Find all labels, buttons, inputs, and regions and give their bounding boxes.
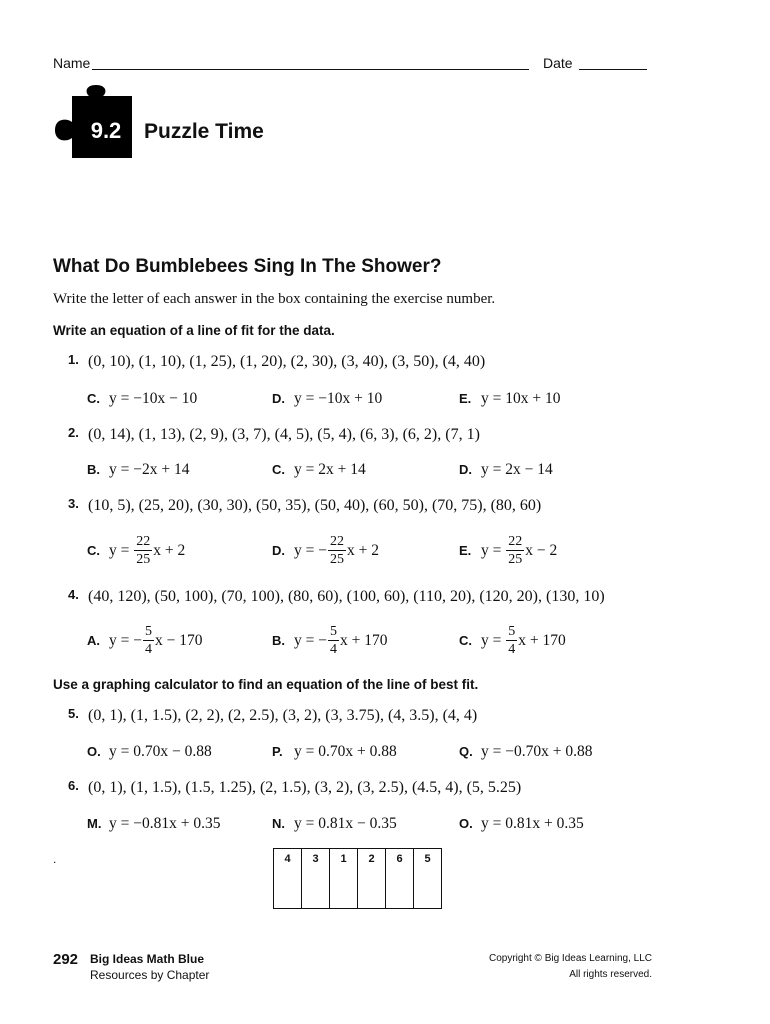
date-blank-line[interactable] [579,55,647,70]
exercise-1 [68,352,485,371]
choice-4-c [459,625,566,657]
choice-letter: C. [272,462,285,477]
choice-1-e [459,390,560,408]
choice-4-b [272,625,387,657]
choice-1-c [87,390,197,408]
choice-equation: y = −10x + 10 [294,390,383,407]
equation-suffix: x − 2 [525,541,558,559]
book-title: Big Ideas Math Blue [90,952,205,966]
exercise-6 [68,778,521,797]
exercise-data-points: (0, 1), (1, 1.5), (2, 2), (2, 2.5), (3, 2), (3, 3.75), (4, 3.5), (4, 4) [88,707,478,724]
choice-equation: y = 0.70x + 0.88 [294,743,397,760]
rights-notice: All rights reserved. [569,969,652,980]
fraction [506,535,524,567]
fraction-denominator: 4 [508,642,516,657]
fraction-numerator: 5 [144,624,152,639]
exercise-data-points: (0, 14), (1, 13), (2, 9), (3, 7), (4, 5), (5, 4), (6, 3), (6, 2), (7, 1) [88,426,480,443]
answer-cell-4[interactable]: 4 [274,849,302,909]
stray-mark: . [53,852,57,866]
exercise-data-points: (40, 120), (50, 100), (70, 100), (80, 60), (100, 60), (110, 20), (120, 20), (130, 10) [88,588,605,605]
answer-cell-1[interactable]: 1 [330,849,358,909]
choice-letter: N. [272,816,285,831]
choice-2-d [459,461,553,479]
exercise-4 [68,587,605,606]
choice-6-n [272,815,397,833]
choice-3-d [272,535,379,567]
equation-suffix: x + 2 [153,541,186,559]
choice-letter: B. [87,462,100,477]
section-heading-line-of-fit: Write an equation of a line of fit for the data. [53,323,335,338]
name-blank-line[interactable] [92,55,529,70]
choice-equation: y = 0.81x − 0.35 [294,815,397,832]
equation-suffix: x + 2 [346,541,379,559]
section-heading-best-fit: Use a graphing calculator to find an equation of the line of best fit. [53,677,479,692]
choice-letter: A. [87,632,100,648]
answer-cell-5[interactable]: 5 [414,849,442,909]
exercise-number: 2. [68,425,79,440]
exercise-3 [68,496,541,515]
choice-letter: P. [272,744,283,759]
date-label: Date [543,55,573,71]
choice-equation [294,624,388,657]
fraction-denominator: 4 [329,642,337,657]
exercise-5 [68,706,477,725]
choice-letter: B. [272,632,285,648]
choice-letter: D. [459,462,472,477]
choice-2-b [87,461,189,479]
choice-5-o [87,743,212,761]
name-label: Name [53,55,91,71]
choice-letter: O. [87,744,101,759]
exercise-number: 1. [68,352,79,367]
exercise-2 [68,425,480,444]
choice-3-e [459,535,557,567]
exercise-data-points: (0, 1), (1, 1.5), (1.5, 1.25), (2, 1.5), (3, 2), (3, 2.5), (4.5, 4), (5, 5.25) [88,779,522,796]
exercise-number: 3. [68,496,79,511]
equation-prefix: y = − [294,541,327,559]
choice-2-c [272,461,366,479]
choice-6-o [459,815,584,833]
page-title: Puzzle Time [144,120,264,143]
answer-box [273,848,442,909]
choice-5-q [459,743,592,761]
choice-equation: y = 2x − 14 [481,461,553,478]
choice-equation: y = 10x + 10 [481,390,561,407]
equation-prefix: y = [481,541,506,559]
equation-prefix: y = [109,541,134,559]
fraction-numerator: 22 [329,534,344,549]
fraction-denominator: 4 [144,642,152,657]
exercise-data-points: (0, 10), (1, 10), (1, 25), (1, 20), (2, 30), (3, 40), (3, 50), (4, 40) [88,353,486,370]
fraction [506,625,517,657]
date-field[interactable] [543,55,647,71]
equation-prefix: y = [481,631,506,649]
fraction-numerator: 22 [136,534,151,549]
choice-letter: D. [272,391,285,406]
equation-prefix: y = − [109,631,142,649]
fraction [328,535,346,567]
name-field[interactable] [53,55,533,71]
choice-1-d [272,390,382,408]
exercise-number: 6. [68,778,79,793]
choice-equation [481,624,566,657]
choice-4-a [87,625,202,657]
page-number: 292 [53,951,79,968]
answer-cell-6[interactable]: 6 [386,849,414,909]
choice-letter: C. [87,542,100,558]
choice-letter: C. [87,391,100,406]
choice-letter: C. [459,632,472,648]
choice-letter: E. [459,391,472,406]
choice-equation: y = 0.81x + 0.35 [481,815,584,832]
fraction [143,625,154,657]
copyright: Copyright © Big Ideas Learning, LLC [488,953,652,964]
fraction-denominator: 25 [508,552,523,567]
choice-equation: y = 0.70x − 0.88 [109,743,212,760]
choice-letter: D. [272,542,285,558]
fraction-numerator: 5 [329,624,337,639]
choice-equation [294,534,379,567]
book-subtitle: Resources by Chapter [90,968,210,982]
equation-prefix: y = − [294,631,327,649]
choice-letter: E. [459,542,472,558]
choice-equation: y = −0.70x + 0.88 [481,743,593,760]
fraction-numerator: 5 [508,624,516,639]
equation-suffix: x + 170 [339,631,388,649]
choice-letter: Q. [459,744,473,759]
choice-3-c [87,535,185,567]
fraction-denominator: 25 [329,552,344,567]
fraction-denominator: 25 [136,552,151,567]
choice-letter: M. [87,816,102,831]
instructions: Write the letter of each answer in the box containing the exercise number. [53,291,496,307]
exercise-number: 4. [68,587,79,602]
choice-equation: y = −2x + 14 [109,461,190,478]
fraction [134,535,152,567]
equation-suffix: x + 170 [518,631,566,649]
equation-suffix: x − 170 [154,631,203,649]
choice-equation [109,534,186,567]
choice-6-m [87,815,220,833]
puzzle-question: What Do Bumblebees Sing In The Shower? [53,256,442,277]
fraction-numerator: 22 [508,534,523,549]
choice-equation: y = −10x − 10 [109,390,198,407]
fraction [328,625,339,657]
choice-equation [481,534,558,567]
choice-letter: O. [459,816,473,831]
exercise-number: 5. [68,706,79,721]
lesson-number: 9.2 [90,118,122,143]
choice-equation [109,624,203,657]
choice-equation: y = −0.81x + 0.35 [109,815,221,832]
answer-cell-3[interactable]: 3 [302,849,330,909]
answer-cell-2[interactable]: 2 [358,849,386,909]
exercise-data-points: (10, 5), (25, 20), (30, 30), (50, 35), (50, 40), (60, 50), (70, 75), (80, 60) [88,497,542,514]
choice-equation: y = 2x + 14 [294,461,366,478]
choice-5-p [272,743,397,761]
